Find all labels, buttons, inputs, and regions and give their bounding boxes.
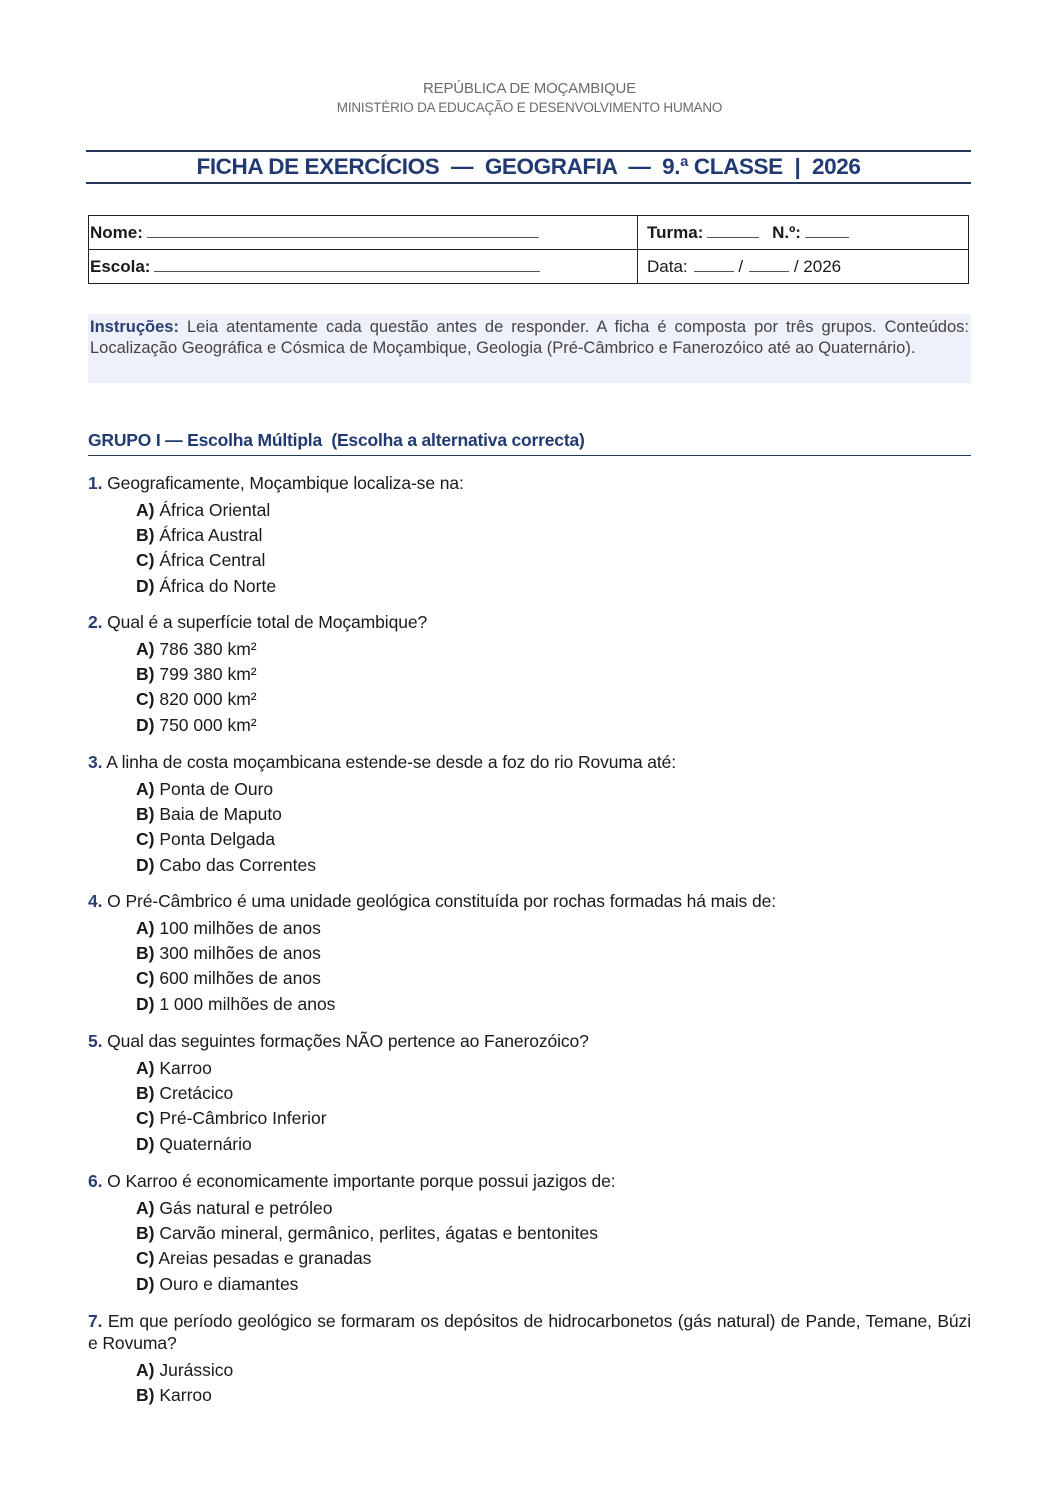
date-year: / 2026 — [793, 256, 842, 276]
option-d[interactable] — [136, 713, 971, 738]
option-letter: B) — [136, 1385, 155, 1406]
option-letter: A) — [136, 1198, 155, 1218]
date-separator: / — [738, 256, 744, 276]
class-cell — [638, 216, 969, 250]
option-letter: D) — [136, 1133, 155, 1154]
option-d[interactable] — [136, 1272, 971, 1297]
option-text: 786 380 km² — [154, 639, 257, 659]
worksheet-title: FICHA DE EXERCÍCIOS — GEOGRAFIA — 9.ª CLASSE | 2026 — [86, 150, 971, 184]
option-text: Ouro e diamantes — [154, 1273, 299, 1294]
option-letter: A) — [136, 1058, 155, 1078]
option-text: Karroo — [154, 1385, 212, 1406]
question-stem: O Karroo é economicamente importante porque possui jazigos de: — [102, 1171, 616, 1191]
option-c[interactable] — [136, 687, 971, 712]
option-b[interactable] — [136, 1081, 971, 1106]
option-text: África Oriental — [154, 500, 271, 520]
republic-name: REPÚBLICA DE MOÇAMBIQUE — [423, 80, 636, 97]
question-stem: Geograficamente, Moçambique localiza-se na: — [102, 473, 464, 493]
option-letter: D) — [136, 714, 155, 735]
option-text: 300 milhões de anos — [154, 943, 321, 964]
option-a[interactable] — [136, 1358, 971, 1383]
option-letter: B) — [136, 525, 155, 546]
question-2 — [88, 611, 971, 738]
option-text: 600 milhões de anos — [154, 968, 321, 989]
option-b[interactable] — [136, 941, 971, 966]
option-text: 750 000 km² — [154, 714, 257, 735]
question-stem: Qual das seguintes formações NÃO pertence ao Fanerozóico? — [102, 1031, 589, 1051]
name-label: Nome: — [90, 222, 143, 242]
instructions-lead: Instruções: — [90, 318, 179, 336]
option-c[interactable] — [136, 1246, 971, 1271]
option-letter: B) — [136, 1223, 155, 1244]
group-1-heading: GRUPO I — Escolha Múltipla (Escolha a alternativa correcta) — [88, 430, 971, 456]
option-b[interactable] — [136, 802, 971, 827]
question-number: 2. — [88, 612, 103, 632]
option-letter: C) — [136, 689, 155, 710]
option-text: Areias pesadas e granadas — [154, 1248, 372, 1269]
question-4 — [88, 890, 971, 1017]
option-text: Baia de Maputo — [154, 804, 282, 825]
option-text: Pré-Câmbrico Inferior — [154, 1108, 327, 1129]
option-text: 100 milhões de anos — [154, 918, 321, 938]
date-label: Data: — [647, 256, 688, 276]
name-cell — [89, 216, 638, 250]
question-5 — [88, 1030, 971, 1157]
option-b[interactable] — [136, 1221, 971, 1246]
question-stem: Qual é a superfície total de Moçambique? — [102, 612, 428, 632]
option-letter: B) — [136, 664, 155, 685]
option-c[interactable] — [136, 548, 971, 573]
class-field[interactable] — [707, 224, 759, 238]
option-letter: D) — [136, 993, 155, 1014]
option-c[interactable] — [136, 827, 971, 852]
date-month-field[interactable] — [749, 258, 789, 272]
question-number: 7. — [88, 1311, 103, 1331]
question-7 — [88, 1310, 971, 1408]
option-text: África Central — [154, 550, 266, 571]
option-text: 799 380 km² — [154, 664, 257, 685]
option-letter: A) — [136, 918, 155, 938]
question-number: 5. — [88, 1031, 103, 1051]
student-id-table — [88, 215, 969, 284]
option-text: 1 000 milhões de anos — [154, 993, 336, 1014]
date-cell — [638, 250, 969, 284]
number-field[interactable] — [805, 224, 849, 238]
option-letter: B) — [136, 1083, 155, 1104]
option-c[interactable] — [136, 1106, 971, 1131]
option-text: Carvão mineral, germânico, perlites, ágatas e bentonites — [154, 1223, 599, 1244]
question-3 — [88, 751, 971, 878]
option-a[interactable] — [136, 777, 971, 802]
option-letter: C) — [136, 1108, 155, 1129]
option-letter: A) — [136, 639, 155, 659]
name-field[interactable] — [147, 224, 539, 238]
instructions-box — [88, 314, 971, 383]
option-text: África do Norte — [154, 575, 277, 596]
school-field[interactable] — [154, 258, 540, 272]
option-letter: D) — [136, 575, 155, 596]
question-stem: O Pré-Câmbrico é uma unidade geológica constituída por rochas formadas há mais de: — [102, 891, 776, 911]
option-letter: B) — [136, 804, 155, 825]
option-letter: C) — [136, 968, 155, 989]
option-d[interactable] — [136, 574, 971, 599]
school-label: Escola: — [90, 256, 151, 276]
instructions-text: Leia atentamente cada questão antes de responder. A ficha é composta por três grupos. Conteúdos: Localização Geográfica e Cósmica de Moçambique, Geologia (Pré-Câmbrico e Fanerozóico até ao Quaternário). — [90, 318, 969, 357]
option-text: Cabo das Correntes — [154, 854, 316, 875]
question-number: 6. — [88, 1171, 103, 1191]
option-letter: A) — [136, 779, 155, 799]
ministry-name: MINISTÉRIO DA EDUCAÇÃO E DESENVOLVIMENTO HUMANO — [336, 100, 723, 115]
question-number: 4. — [88, 891, 103, 911]
option-text: Karroo — [154, 1058, 212, 1078]
option-a[interactable] — [136, 637, 971, 662]
option-letter: C) — [136, 829, 155, 850]
option-text: Cretácico — [154, 1083, 234, 1104]
option-letter: A) — [136, 1360, 155, 1380]
question-number: 3. — [88, 752, 103, 772]
option-b[interactable] — [136, 1383, 971, 1408]
option-letter: D) — [136, 1273, 155, 1294]
option-text: Quaternário — [154, 1133, 252, 1154]
date-day-field[interactable] — [694, 258, 734, 272]
school-cell — [89, 250, 638, 284]
option-text: Gás natural e petróleo — [154, 1198, 333, 1218]
option-d[interactable] — [136, 853, 971, 878]
option-a[interactable] — [136, 916, 971, 941]
option-c[interactable] — [136, 966, 971, 991]
option-text: Ponta de Ouro — [154, 779, 274, 799]
option-letter: C) — [136, 550, 155, 571]
option-text: África Austral — [154, 525, 263, 546]
question-1 — [88, 472, 971, 599]
question-stem: A linha de costa moçambicana estende-se desde a foz do rio Rovuma até: — [102, 752, 677, 772]
option-a[interactable] — [136, 498, 971, 523]
option-text: 820 000 km² — [154, 689, 257, 710]
option-letter: A) — [136, 500, 155, 520]
option-b[interactable] — [136, 662, 971, 687]
class-label: Turma: — [647, 222, 704, 242]
option-letter: C) — [136, 1248, 155, 1269]
option-d[interactable] — [136, 1132, 971, 1157]
option-letter: B) — [136, 943, 155, 964]
question-stem: Em que período geológico se formaram os depósitos de hidrocarbonetos (gás natural) de Pande, Temane, Búzi e Rovuma? — [88, 1311, 971, 1353]
option-text: Jurássico — [154, 1360, 234, 1380]
question-number: 1. — [88, 473, 103, 493]
number-label: N.º: — [772, 222, 801, 242]
option-text: Ponta Delgada — [154, 829, 276, 850]
option-a[interactable] — [136, 1196, 971, 1221]
option-letter: D) — [136, 854, 155, 875]
option-b[interactable] — [136, 523, 971, 548]
option-d[interactable] — [136, 992, 971, 1017]
question-6 — [88, 1170, 971, 1297]
option-a[interactable] — [136, 1056, 971, 1081]
